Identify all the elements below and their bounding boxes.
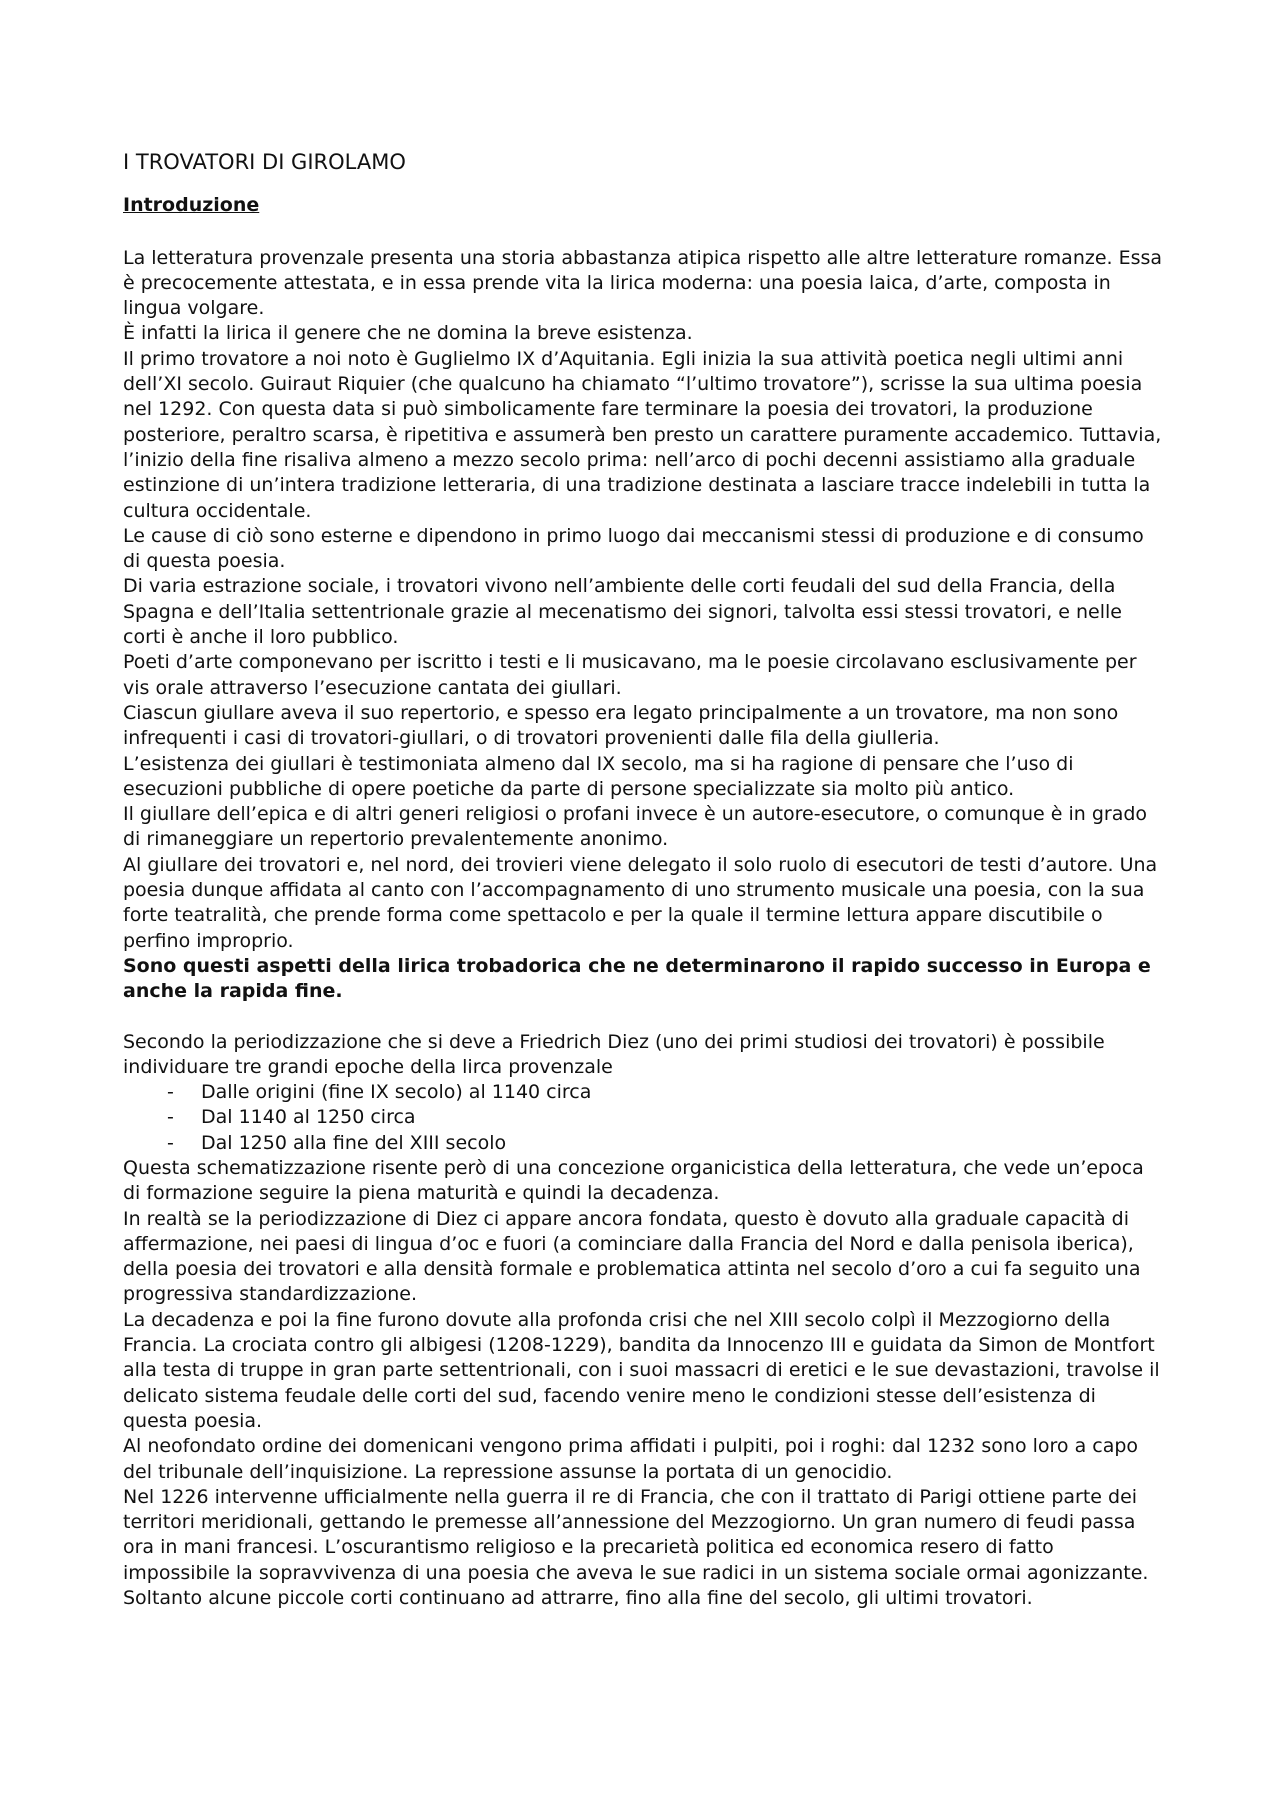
list-item-text: Dal 1140 al 1250 circa: [201, 1106, 416, 1129]
paragraph: Nel 1226 intervenne ufficialmente nella guerra il re di Francia, che con il trattato di Parigi ottiene parte dei territori meridionali, gettando le premesse all’annessione del Mezzogiorno. Un gran numero di feudi passa ora in mani francesi. L’oscurantismo religioso e la precarietà politica ed economica resero di fatto impossibile la sopravvivenza di una poesia che aveva le sue radici in un sistema sociale ormai agonizzante.: [123, 1485, 1149, 1584]
paragraph: Le cause di ciò sono esterne e dipendono in primo luogo dai meccanismi stessi di produzione e di consumo di questa poesia.: [123, 524, 1144, 573]
paragraph: Al neofondato ordine dei domenicani vengono prima affidati i pulpiti, poi i roghi: dal 1232 sono loro a capo del tribunale dell’inquisizione. La repressione assunse la portata di un genocidio.: [123, 1435, 1139, 1483]
list-item-text: Dalle origini (fine IX secolo) al 1140 circa: [201, 1081, 592, 1104]
bold-paragraph: Sono questi aspetti della lirica trobadorica che ne determinarono il rapido successo in Europa e anche la rapida fine.: [123, 954, 1151, 1003]
paragraph: L’esistenza dei giullari è testimoniata almeno dal IX secolo, ma si ha ragione di pensare che l’uso di esecuzioni pubbliche di opere poetiche da parte di persone specializzate sia molto più antico.: [123, 752, 1074, 800]
document-title: I TROVATORI DI GIROLAMO: [123, 150, 406, 174]
paragraph: Questa schematizzazione risente però di una concezione organicistica della letteratura, che vede un’epoca di formazione seguire la piena maturità e quindi la decadenza.: [123, 1156, 1144, 1205]
paragraph: In realtà se la periodizzazione di Diez ci appare ancora fondata, questo è dovuto alla graduale capacità di affermazione, nei paesi di lingua d’oc e fuori (a cominciare dalla Francia del Nord e dalla penisola iberica), della poesia dei trovatori e alla densità formale e problematica attinta nel secolo d’oro a cui fa seguito una progressiva standardizzazione.: [123, 1207, 1141, 1306]
paragraph: Poeti d’arte componevano per iscritto i testi e li musicavano, ma le poesie circolavano esclusivamente per vis orale attraverso l’esecuzione cantata dei giullari.: [123, 651, 1137, 699]
paragraph: Di varia estrazione sociale, i trovatori vivono nell’ambiente delle corti feudali del sud della Francia, della Spagna e dell’Italia settentrionale grazie al mecenatismo dei signori, talvolta essi stessi trovatori, e nelle corti è anche il loro pubblico.: [123, 575, 1122, 649]
paragraph: È infatti la lirica il genere che ne domina la breve esistenza.: [123, 322, 693, 345]
paragraph: Il giullare dell’epica e di altri generi religiosi o profani invece è un autore-esecutore, o comunque è in grado di rimaneggiare un repertorio prevalentemente anonimo.: [123, 803, 1148, 851]
paragraph: Il primo trovatore a noi noto è Guglielmo IX d’Aquitania. Egli inizia la sua attività poetica negli ultimi anni dell’XI secolo. Guiraut Riquier (che qualcuno ha chiamato “l’ultimo trovatore”), scrisse la sua ultima poesia nel 1292. Con questa data si può simbolicamente fare terminare la poesia dei trovatori, la produzione posteriore, peraltro scarsa, è ripetitiva e assumerà ben presto un carattere puramente accademico. Tuttavia, l’inizio della fine risaliva almeno a mezzo secolo prima: nell’arco di pochi decenni assistiamo alla graduale estinzione di un’intera tradizione letteraria, di una tradizione destinata a lasciare tracce indelebili in tutta la cultura occidentale.: [123, 347, 1162, 522]
list-dash: -: [167, 1081, 174, 1104]
list-item: [167, 1105, 1163, 1130]
paragraph-gap: [123, 1005, 1163, 1030]
document-page: [123, 150, 1163, 1611]
section-heading-introduzione: Introduzione: [123, 194, 260, 217]
paragraph: Ciascun giullare aveva il suo repertorio, e spesso era legato principalmente a un trovatore, ma non sono infrequenti i casi di trovatori-giullari, o di trovatori provenienti dalle fila della giulleria.: [123, 701, 1119, 750]
paragraph: Soltanto alcune piccole corti continuano ad attrarre, fino alla fine del secolo, gli ultimi trovatori.: [123, 1587, 1033, 1610]
list-dash: -: [167, 1106, 174, 1129]
list-item-text: Dal 1250 alla fine del XIII secolo: [201, 1131, 507, 1154]
periodization-intro: Secondo la periodizzazione che si deve a Friedrich Diez (uno dei primi studiosi dei trovatori) è possibile individuare tre grandi epoche della lirca provenzale: [123, 1030, 1105, 1078]
periods-list: [123, 1080, 1163, 1156]
paragraph: La decadenza e poi la fine furono dovute alla profonda crisi che nel XIII secolo colpì il Mezzogiorno della Francia. La crociata contro gli albigesi (1208-1229), bandita da Innocenzo III e guidata da Simon de Montfort alla testa di truppe in gran parte settentrionali, con i suoi massacri di eretici e le sue devastazioni, travolse il delicato sistema feudale delle corti del sud, facendo venire meno le condizioni stesse dell’esistenza di questa poesia.: [123, 1308, 1160, 1432]
paragraph: Al giullare dei trovatori e, nel nord, dei trovieri viene delegato il solo ruolo di esecutori de testi d’autore. Una poesia dunque affidata al canto con l’accompagnamento di uno strumento musicale una poesia, con la sua forte teatralità, che prende forma come spettacolo e per la quale il termine lettura appare discutibile o perfino improprio.: [123, 853, 1158, 952]
list-item: [167, 1080, 1163, 1105]
paragraph: La letteratura provenzale presenta una storia abbastanza atipica rispetto alle altre letterature romanze. Essa è precocemente attestata, e in essa prende vita la lirica moderna: una poesia laica, d’arte, composta in lingua volgare.: [123, 246, 1163, 320]
list-item: [167, 1131, 1163, 1156]
list-dash: -: [167, 1131, 174, 1154]
